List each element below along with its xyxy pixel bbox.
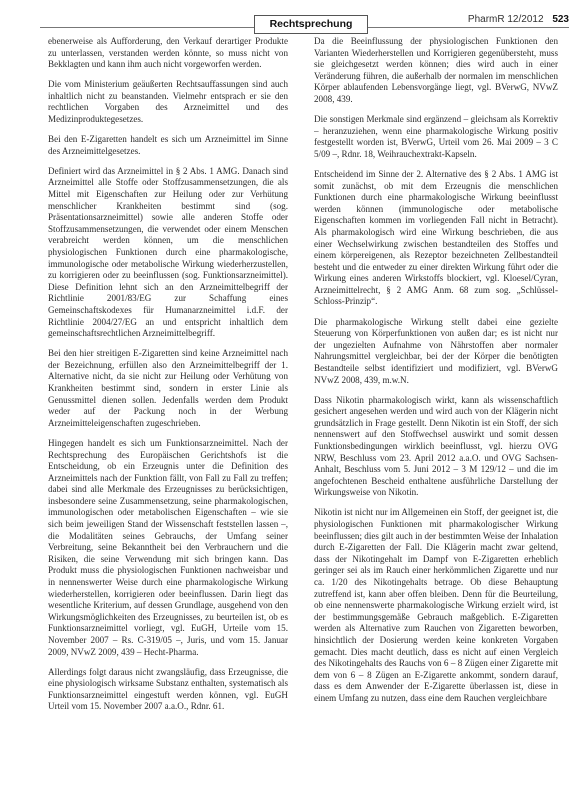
paragraph: Definiert wird das Arzneimittel in § 2 Abs. 1 AMG. Danach sind Arzneimittel alle Stoffe oder Stoffzusammensetzungen, die als Mittel mit Eigenschaften zur Heilung oder zur Verhütung menschlicher Krankheiten bestimmt sind (sog. Präsentationsarzneimittel) sowie alle anderen Stoffe oder Stoffzusammensetzungen, die verwendet oder einem Menschen verabreicht werden können, um die menschlichen physiologischen Funktionen durch eine pharmakologische, immunologische oder metabolische Wirkung wiederherzustellen, zu korrigieren oder zu beeinflussen (sog. Funktionsarzneimittel). Diese Definition lehnt sich an den Arzneimittelbegriff der Richtlinie 2001/83/EG zur Schaffung eines Gemeinschaftskodexes für Humanarzneimittel i.d.F. der Richtlinie 2004/27/EG an und entspricht inhaltlich dem gemeinschaftsrechtlichen Arzneimittelbegriff. xyxy=(48,165,288,339)
paragraph: Hingegen handelt es sich um Funktionsarzneimittel. Nach der Rechtsprechung des Europäischen Gerichtshofs ist die Entscheidung, ob ein Erzeugnis unter die Definition des Arzneimittels nach der Funktion fällt, von Fall zu Fall zu treffen; dabei sind alle Merkmale des Erzeugnisses zu berücksichtigen, insbesondere seine Zusammensetzung, seine pharmakologischen, immunologischen oder metabolischen Eigenschaften – wie sie sich beim jeweiligen Stand der Wissenschaft feststellen lassen –, die Modalitäten seines Gebrauchs, der Umfang seiner Verbreitung, seine Bekanntheit bei den Verbrauchern und die Risiken, die seine Verwendung mit sich bringen kann. Das Produkt muss die physiologischen Funktionen nachweisbar und in nennenswerter Weise durch eine pharmakologische Wirkung wiederherstellen, korrigieren oder beeinflussen. Darin liegt das wesentliche Kriterium, auf dessen Grundlage, ausgehend von den Wirkungsmöglichkeiten des Erzeugnisses, zu beurteilen ist, ob es Funktionsarzneimittel vorliegt, vgl. EuGH, Urteile vom 15. November 2007 – Rs. C-319/05 –, Juris, und vom 15. Januar 2009, NVwZ 2009, 439 – Hecht-Pharma. xyxy=(48,437,288,657)
paragraph: Allerdings folgt daraus nicht zwangsläufig, dass Erzeugnisse, die eine physiologisch wirksame Substanz enthalten, systematisch als Funktionsarzneimittel eingestuft werden können, vgl. EuGH Urteil vom 15. November 2007 a.a.O., Rdnr. 61. xyxy=(48,666,288,712)
paragraph: Entscheidend im Sinne der 2. Alternative des § 2 Abs. 1 AMG ist somit zunächst, ob mit dem Erzeugnis die menschlichen Funktionen durch eine pharmakologische Wirkung beeinflusst werden können (immunologische oder metabolische Eigenschaften kommen im vorliegenden Fall nicht in Betracht). Als pharmakologisch wird eine Wirkung beschrieben, die aus einer Wechselwirkung zwischen bestandteilen des Stoffes und einem körpereigenen, als Rezeptor bezeichneten Zellbestandteil besteht und die entweder zu einer direkten Wirkung führt oder die Wirkung eines anderen Wirkstoffs blockiert, vgl. Kloesel/Cyran, Arzneimittelrecht, § 2 AMG Anm. 68 zum sog. „Schlüssel-Schloss-Prinzip“. xyxy=(314,168,558,307)
page-number: 523 xyxy=(552,14,569,25)
journal-issue: PharmR 12/2012 xyxy=(467,14,544,25)
left-column xyxy=(48,36,288,808)
journal-reference xyxy=(468,14,569,25)
section-label: Rechtsprechung xyxy=(254,15,368,34)
paragraph: ebenerweise als Aufforderung, den Verkauf derartiger Produkte zu unterlassen, verstanden werden könnte, so muss nicht von Bekklagten und kann ihm auch nicht vorgeworfen werden. xyxy=(48,36,288,70)
right-column xyxy=(314,36,558,808)
paragraph: Nikotin ist nicht nur im Allgemeinen ein Stoff, der geeignet ist, die physiologischen Funktionen mit pharmakologischer Wirkung beeinflussen; dies gilt auch in der bestimmten Weise der Inhalation durch E-Zigaretten der Fall. Die Klägerin macht zwar geltend, dass der Nikotingehalt im Dampf von E-Zigaretten erheblich geringer sei als im Rauch einer herkömmlichen Zigarette und nur ca. 1/20 des Nikotingehalts betrage. Ob diese Behauptung zutreffend ist, kann aber offen bleiben. Denn für die Beurteilung, ob eine nennenswerte pharmakologische Wirkung erzielt wird, ist der bestimmungsgemäße Gebrauch maßgeblich. E-Zigaretten werden als Alternative zum Rauchen von Zigaretten beworben, hinsichtlich der Dosierung werden keine konkreten Vorgaben gemacht. Dies macht deutlich, dass es nicht auf einen Vergleich des Nikotingehalts des Rauchs von 6 – 8 Zügen einer Zigarette mit dem von 6 – 8 Zügen an E-Zigarette ankommt, sondern darauf, dass es dem Anwender der E-Zigarette überlassen ist, diese in einem Umfang zu nutzen, dass eine dem Rauchen vergleichbare xyxy=(314,507,558,703)
paragraph: Bei den hier streitigen E-Zigaretten sind keine Arzneimittel nach der Bezeichnung, erfüllen also den Arzneimittelbegriff der 1. Alternative nicht, da sie nicht zur Heilung oder Verhütung von Krankheiten bestimmt sind, sondern in erster Linie als Genussmittel dienen sollen. Jedenfalls werden dem Produkt weder auf der Packung noch in der Werbung Arzneimitteleigenschaften zugeschrieben. xyxy=(48,348,288,428)
paragraph: Bei den E-Zigaretten handelt es sich um Arzneimittel im Sinne des Arzneimittelgesetzes. xyxy=(48,134,288,156)
paragraph: Da die Beeinflussung der physiologischen Funktionen den Varianten Wiederherstellen und Korrigieren gegenübersteht, muss sie gleichgesetzt werden können; dies wird auch in einer Veränderung führen, die außerhalb der normalen im menschlichen Körper ablaufenden Lebensvorgänge liegt, vgl. BVerwG, NVwZ 2008, 439. xyxy=(314,36,558,104)
paragraph: Dass Nikotin pharmakologisch wirkt, kann als wissenschaftlich gesichert angesehen werden und wird auch von der Klägerin nicht grundsätzlich in Frage gestellt. Denn Nikotin ist ein Stoff, der sich nennenswert auf den Stoffwechsel auswirkt und somit dessen Funktionsbedingungen wirklich beeinflusst, vgl. hierzu OVG NRW, Beschluss vom 23. April 2012 a.a.O. und OVG Sachsen-Anhalt, Beschluss vom 5. Juni 2012 – 3 M 129/12 – und die im angefochtenen Bescheid enthaltene ausführliche Darstellung der Wirkungsweise von Nikotin. xyxy=(314,394,558,498)
paragraph: Die vom Ministerium geäußerten Rechtsauffassungen sind auch inhaltlich nicht zu beanstanden. Vielmehr entsprach er sie den rechtlichen Vorgaben des Arzneimittel und des Medizinproduktegesetzes. xyxy=(48,79,288,125)
paragraph: Die sonstigen Merkmale sind ergänzend – gleichsam als Korrektiv – heranzuziehen, wenn eine pharmakologische Wirkung positiv festgestellt worden ist, BVerwG, Urteil vom 26. Mai 2009 – 3 C 5/09 –, Rdnr. 18, Weihrauchextrakt-Kapseln. xyxy=(314,114,558,159)
paragraph: Die pharmakologische Wirkung stellt dabei eine gezielte Steuerung von Körperfunktionen von außen dar; es ist nicht nur der ungezielten Aufnahme von Nährstoffen aber normaler Nahrungsmittel vergleichbar, bei der der Körper die benötigten Bestandteile selbst identifiziert und modifiziert, vgl. BVerwG NVwZ 2008, 439, m.w.N. xyxy=(314,316,558,385)
